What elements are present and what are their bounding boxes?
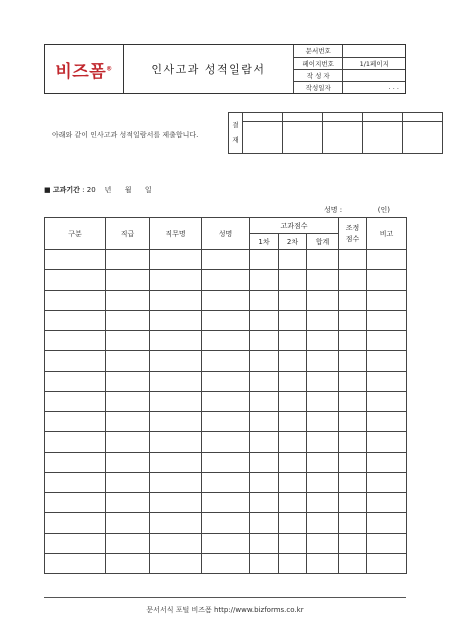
cell-rank[interactable] <box>106 331 150 351</box>
meta-label: 페이지번호 <box>294 57 343 69</box>
cell-total[interactable] <box>307 452 339 472</box>
cell-first[interactable] <box>250 432 279 452</box>
meta-label: 작성일자 <box>294 81 343 93</box>
cell-second[interactable] <box>279 351 307 371</box>
cell-rank[interactable] <box>106 412 150 432</box>
cell-category[interactable] <box>45 432 106 452</box>
table-row <box>45 351 407 371</box>
cell-position[interactable] <box>150 452 202 472</box>
cell-name[interactable] <box>202 513 250 533</box>
cell-name[interactable] <box>202 553 250 573</box>
cell-position[interactable] <box>150 472 202 492</box>
cell-total[interactable] <box>307 371 339 391</box>
cell-second[interactable] <box>279 533 307 553</box>
cell-category[interactable] <box>45 533 106 553</box>
cell-position[interactable] <box>150 371 202 391</box>
cell-rank[interactable] <box>106 553 150 573</box>
cell-first[interactable] <box>250 412 279 432</box>
cell-rank[interactable] <box>106 452 150 472</box>
cell-second[interactable] <box>279 290 307 310</box>
document-meta-table <box>293 45 405 93</box>
approval-title-row <box>229 113 443 122</box>
cell-second[interactable] <box>279 412 307 432</box>
approval-label-top: 결 <box>232 121 239 130</box>
cell-second[interactable] <box>279 493 307 513</box>
cell-first[interactable] <box>250 351 279 371</box>
cell-position[interactable] <box>150 331 202 351</box>
cell-first[interactable] <box>250 493 279 513</box>
cell-category[interactable] <box>45 553 106 573</box>
cell-first[interactable] <box>250 472 279 492</box>
meta-row <box>294 81 406 93</box>
approver-sign-cell[interactable] <box>363 122 403 154</box>
cell-first[interactable] <box>250 371 279 391</box>
cell-rank[interactable] <box>106 472 150 492</box>
approver-sign-cell[interactable] <box>323 122 363 154</box>
cell-adjusted[interactable] <box>339 432 367 452</box>
cell-total[interactable] <box>307 412 339 432</box>
header-remarks: 비고 <box>367 218 407 250</box>
cell-adjusted[interactable] <box>339 452 367 472</box>
table-row <box>45 553 407 573</box>
table-row <box>45 533 407 553</box>
table-row <box>45 432 407 452</box>
cell-category[interactable] <box>45 391 106 411</box>
cell-second[interactable] <box>279 472 307 492</box>
meta-label: 문서번호 <box>294 45 343 57</box>
approval-sign-row <box>229 122 443 154</box>
cell-total[interactable] <box>307 331 339 351</box>
period-year-unit: 년 <box>104 186 112 194</box>
table-row <box>45 513 407 533</box>
cell-adjusted[interactable] <box>339 270 367 290</box>
cell-name[interactable] <box>202 351 250 371</box>
cell-name[interactable] <box>202 290 250 310</box>
cell-name[interactable] <box>202 270 250 290</box>
cell-name[interactable] <box>202 533 250 553</box>
title-cell <box>124 45 293 93</box>
cell-second[interactable] <box>279 513 307 533</box>
cell-second[interactable] <box>279 391 307 411</box>
cell-rank[interactable] <box>106 290 150 310</box>
cell-position[interactable] <box>150 351 202 371</box>
cell-category[interactable] <box>45 270 106 290</box>
cell-position[interactable] <box>150 412 202 432</box>
grade-table <box>44 217 407 574</box>
registered-mark: ® <box>106 64 113 72</box>
cell-adjusted[interactable] <box>339 412 367 432</box>
cell-category[interactable] <box>45 290 106 310</box>
cell-position[interactable] <box>150 432 202 452</box>
meta-row <box>294 45 406 57</box>
period-month-unit: 월 <box>124 186 132 194</box>
cell-total[interactable] <box>307 513 339 533</box>
cell-second[interactable] <box>279 310 307 330</box>
cell-remarks[interactable] <box>367 290 407 310</box>
cell-remarks[interactable] <box>367 513 407 533</box>
document-header <box>44 44 406 94</box>
cell-category[interactable] <box>45 412 106 432</box>
document-title: 인사고과 성적일람서 <box>151 63 266 76</box>
approval-label <box>229 113 243 154</box>
grade-table-body <box>45 218 407 574</box>
cell-remarks[interactable] <box>367 331 407 351</box>
cell-position[interactable] <box>150 553 202 573</box>
cell-first[interactable] <box>250 533 279 553</box>
cell-position[interactable] <box>150 290 202 310</box>
cell-adjusted[interactable] <box>339 391 367 411</box>
cell-first[interactable] <box>250 250 279 270</box>
cell-name[interactable] <box>202 391 250 411</box>
meta-label: 작 성 자 <box>294 69 343 81</box>
header-row <box>45 218 407 234</box>
cell-total[interactable] <box>307 290 339 310</box>
cell-second[interactable] <box>279 553 307 573</box>
approval-label-bottom: 재 <box>232 135 239 144</box>
table-row <box>45 391 407 411</box>
cell-first[interactable] <box>250 553 279 573</box>
header-position: 직무명 <box>150 218 202 250</box>
header-adjusted: 조정 점수 <box>339 218 367 250</box>
cell-first[interactable] <box>250 391 279 411</box>
period-separator: : <box>82 186 85 194</box>
cell-total[interactable] <box>307 270 339 290</box>
cell-category[interactable] <box>45 310 106 330</box>
signature-label: 성명 : <box>324 206 343 214</box>
header-score-group: 고과점수 <box>250 218 339 234</box>
cell-first[interactable] <box>250 270 279 290</box>
cell-name[interactable] <box>202 310 250 330</box>
cell-rank[interactable] <box>106 371 150 391</box>
cell-category[interactable] <box>45 371 106 391</box>
cell-rank[interactable] <box>106 432 150 452</box>
cell-first[interactable] <box>250 513 279 533</box>
meta-row <box>294 69 406 81</box>
cell-name[interactable] <box>202 250 250 270</box>
header-rank: 직급 <box>106 218 150 250</box>
cell-adjusted[interactable] <box>339 472 367 492</box>
cell-rank[interactable] <box>106 270 150 290</box>
cell-total[interactable] <box>307 351 339 371</box>
cell-second[interactable] <box>279 371 307 391</box>
cell-total[interactable] <box>307 533 339 553</box>
cell-remarks[interactable] <box>367 432 407 452</box>
cell-second[interactable] <box>279 331 307 351</box>
cell-second[interactable] <box>279 250 307 270</box>
cell-first[interactable] <box>250 290 279 310</box>
cell-rank[interactable] <box>106 513 150 533</box>
bizforms-logo <box>55 57 112 82</box>
footer-text: 문서서식 포털 비즈폼 http://www.bizforms.co.kr <box>146 606 304 614</box>
cell-category[interactable] <box>45 351 106 371</box>
cell-remarks[interactable] <box>367 553 407 573</box>
cell-second[interactable] <box>279 452 307 472</box>
cell-remarks[interactable] <box>367 250 407 270</box>
cell-position[interactable] <box>150 533 202 553</box>
period-day-unit: 일 <box>144 186 152 194</box>
meta-row <box>294 57 406 69</box>
cell-second[interactable] <box>279 432 307 452</box>
cell-total[interactable] <box>307 432 339 452</box>
approval-box <box>228 112 443 154</box>
meta-value[interactable]: 1/1페이지 <box>343 57 405 69</box>
cell-remarks[interactable] <box>367 391 407 411</box>
period-label: 고과기간 <box>52 186 80 194</box>
cell-remarks[interactable] <box>367 452 407 472</box>
header-first: 1차 <box>250 234 279 250</box>
cell-first[interactable] <box>250 452 279 472</box>
cell-adjusted[interactable] <box>339 493 367 513</box>
cell-name[interactable] <box>202 432 250 452</box>
logo-text: 비즈폼 <box>55 61 107 82</box>
cell-name[interactable] <box>202 452 250 472</box>
table-row <box>45 270 407 290</box>
submission-sentence: 아래와 같이 인사고과 성적일람서를 제출합니다. <box>52 131 199 139</box>
table-row <box>45 250 407 270</box>
cell-category[interactable] <box>45 493 106 513</box>
table-row <box>45 331 407 351</box>
cell-position[interactable] <box>150 250 202 270</box>
cell-position[interactable] <box>150 310 202 330</box>
table-row <box>45 493 407 513</box>
cell-position[interactable] <box>150 391 202 411</box>
meta-value[interactable] <box>343 69 405 81</box>
cell-category[interactable] <box>45 250 106 270</box>
logo-cell <box>45 45 124 93</box>
cell-remarks[interactable] <box>367 533 407 553</box>
period-year-prefix[interactable]: 20 <box>86 186 96 194</box>
cell-adjusted[interactable] <box>339 553 367 573</box>
table-row <box>45 310 407 330</box>
cell-remarks[interactable] <box>367 493 407 513</box>
cell-rank[interactable] <box>106 391 150 411</box>
footer-divider <box>44 597 406 598</box>
table-row <box>45 452 407 472</box>
signature-line <box>324 205 390 215</box>
cell-adjusted[interactable] <box>339 351 367 371</box>
cell-remarks[interactable] <box>367 412 407 432</box>
cell-remarks[interactable] <box>367 472 407 492</box>
square-bullet-icon: ■ <box>44 186 51 194</box>
seal-mark: (인) <box>377 206 390 214</box>
cell-adjusted[interactable] <box>339 371 367 391</box>
cell-adjusted[interactable] <box>339 310 367 330</box>
header-category: 구분 <box>45 218 106 250</box>
evaluation-period <box>44 185 152 195</box>
table-row <box>45 371 407 391</box>
cell-total[interactable] <box>307 310 339 330</box>
header-second: 2차 <box>279 234 307 250</box>
cell-position[interactable] <box>150 270 202 290</box>
meta-value[interactable] <box>343 45 405 57</box>
approver-title-cell[interactable] <box>283 113 323 122</box>
cell-first[interactable] <box>250 310 279 330</box>
approver-sign-cell[interactable] <box>283 122 323 154</box>
header-total: 합계 <box>307 234 339 250</box>
approver-sign-cell[interactable] <box>243 122 283 154</box>
cell-total[interactable] <box>307 250 339 270</box>
cell-adjusted[interactable] <box>339 290 367 310</box>
cell-category[interactable] <box>45 452 106 472</box>
cell-first[interactable] <box>250 331 279 351</box>
cell-adjusted[interactable] <box>339 331 367 351</box>
cell-rank[interactable] <box>106 310 150 330</box>
approver-title-cell[interactable] <box>363 113 403 122</box>
cell-remarks[interactable] <box>367 310 407 330</box>
cell-total[interactable] <box>307 472 339 492</box>
cell-rank[interactable] <box>106 533 150 553</box>
table-row <box>45 412 407 432</box>
header-name: 성명 <box>202 218 250 250</box>
meta-value[interactable]: . . . <box>343 81 405 93</box>
cell-position[interactable] <box>150 513 202 533</box>
cell-adjusted[interactable] <box>339 513 367 533</box>
cell-name[interactable] <box>202 493 250 513</box>
cell-name[interactable] <box>202 412 250 432</box>
approver-title-cell[interactable] <box>403 113 443 122</box>
cell-second[interactable] <box>279 270 307 290</box>
cell-total[interactable] <box>307 493 339 513</box>
cell-category[interactable] <box>45 472 106 492</box>
cell-remarks[interactable] <box>367 371 407 391</box>
cell-rank[interactable] <box>106 351 150 371</box>
approver-title-cell[interactable] <box>323 113 363 122</box>
cell-remarks[interactable] <box>367 270 407 290</box>
cell-rank[interactable] <box>106 250 150 270</box>
table-row <box>45 290 407 310</box>
cell-rank[interactable] <box>106 493 150 513</box>
cell-adjusted[interactable] <box>339 250 367 270</box>
cell-position[interactable] <box>150 493 202 513</box>
cell-adjusted[interactable] <box>339 533 367 553</box>
approver-sign-cell[interactable] <box>403 122 443 154</box>
cell-name[interactable] <box>202 472 250 492</box>
cell-category[interactable] <box>45 331 106 351</box>
cell-category[interactable] <box>45 513 106 533</box>
cell-name[interactable] <box>202 331 250 351</box>
approver-title-cell[interactable] <box>243 113 283 122</box>
cell-total[interactable] <box>307 391 339 411</box>
cell-name[interactable] <box>202 371 250 391</box>
cell-remarks[interactable] <box>367 351 407 371</box>
cell-total[interactable] <box>307 553 339 573</box>
table-row <box>45 472 407 492</box>
